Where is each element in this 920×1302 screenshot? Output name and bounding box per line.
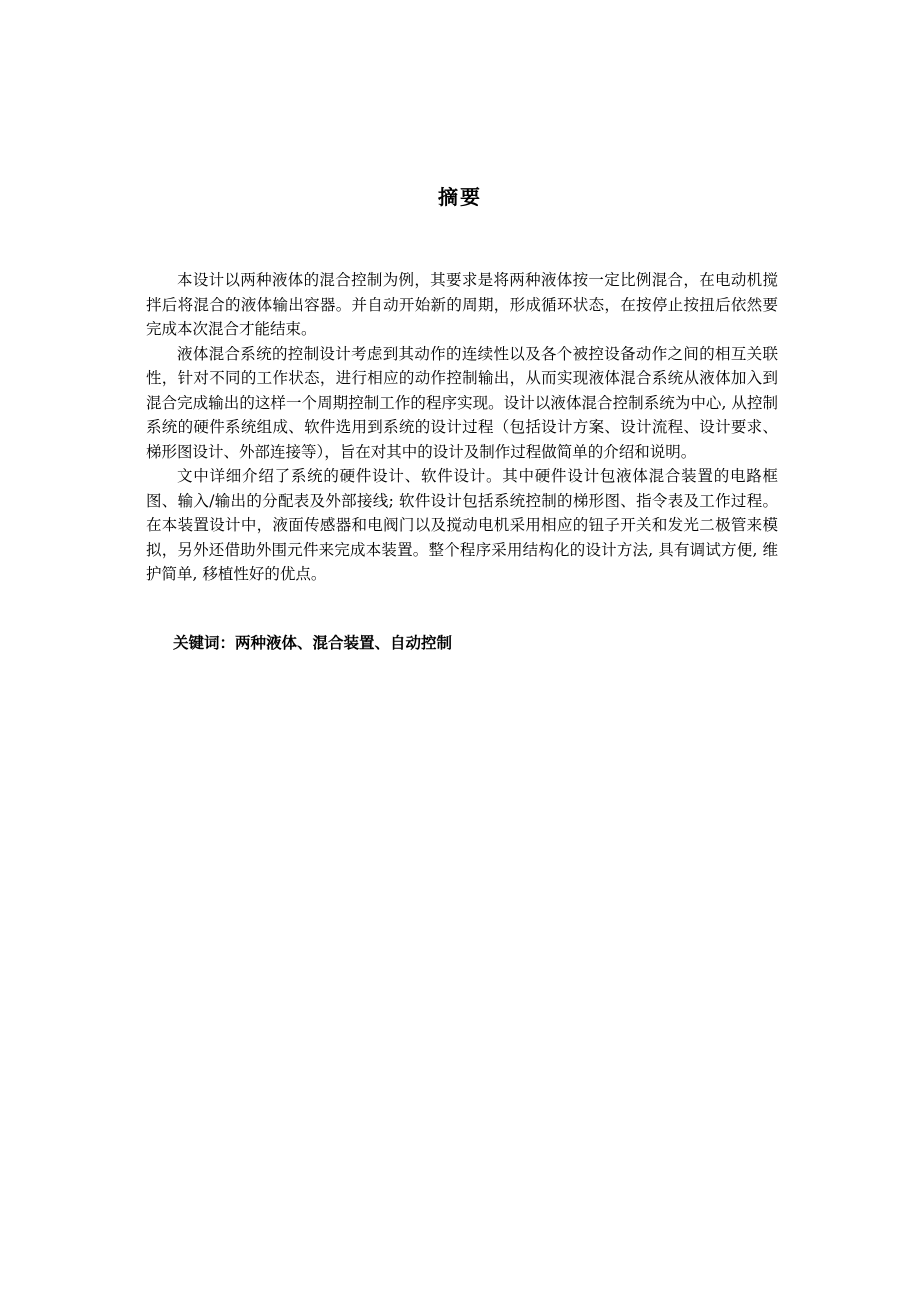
abstract-paragraph-3: 文中详细介绍了系统的硬件设计、软件设计。其中硬件设计包液体混合装置的电路框图、输入/输出的分配表及外部接线; 软件设计包括系统控制的梯形图、指令表及工作过程。在本装置设计中，液面传感器和电阀门以及搅动电机采用相应的钮子开关和发光二极管来模拟，另外还借助外围元件来完成本装置。整个程序采用结构化的设计方法, 具有调试方便, 维护简单, 移植性好的优点。 xyxy=(146,467,778,583)
abstract-paragraph-2: 液体混合系统的控制设计考虑到其动作的连续性以及各个被控设备动作之间的相互关联性，针对不同的工作状态，进行相应的动作控制输出，从而实现液体混合系统从液体加入到混合完成输出的这样一个周期控制工作的程序实现。设计以液体混合控制系统为中心, 从控制系统的硬件系统组成、软件选用到系统的设计过程（包括设计方案、设计流程、设计要求、梯形图设计、外部连接等），旨在对其中的设计及制作过程做简单的介绍和说明。 xyxy=(146,344,778,461)
keywords-line: 关键词：两种液体、混合装置、自动控制 xyxy=(173,634,453,652)
abstract-title: 摘要 xyxy=(438,185,482,209)
abstract-body xyxy=(146,268,778,587)
abstract-paragraph-1: 本设计以两种液体的混合控制为例，其要求是将两种液体按一定比例混合，在电动机搅拌后将混合的液体输出容器。并自动开始新的周期，形成循环状态，在按停止按扭后依然要完成本次混合才能结束。 xyxy=(146,271,778,338)
